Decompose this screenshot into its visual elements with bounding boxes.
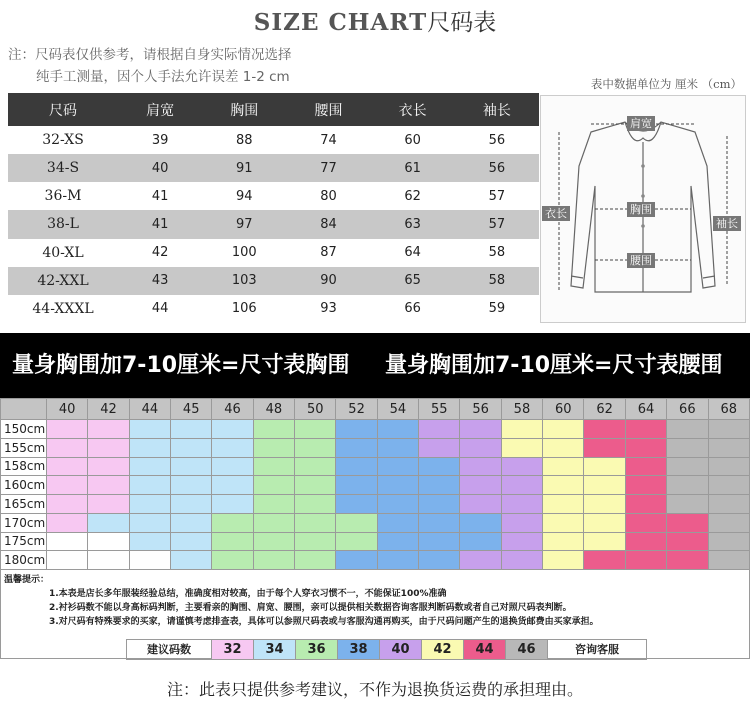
fit-cell bbox=[336, 551, 377, 570]
fit-cell bbox=[171, 532, 212, 551]
fit-grid bbox=[0, 398, 750, 570]
fit-cell bbox=[377, 476, 418, 495]
size-value: 77 bbox=[286, 154, 370, 182]
height-row bbox=[1, 495, 750, 514]
size-value: 64 bbox=[404, 245, 421, 261]
tip-line-2: 2.衬衫码数不能以身高标码判断，主要看亲的胸围、肩宽、腰围，亲可以提供相关数据咨询客服判断码数或者自己对照尺码表判断。 bbox=[49, 603, 572, 613]
fit-cell bbox=[88, 513, 129, 532]
fit-cell bbox=[501, 513, 542, 532]
fit-cell bbox=[667, 438, 708, 457]
fit-cell bbox=[667, 532, 708, 551]
size-label: 36-M bbox=[44, 188, 82, 205]
fit-cell bbox=[625, 532, 666, 551]
weight-label: 52 bbox=[336, 399, 377, 420]
recommend-size-36: 36 bbox=[295, 639, 338, 660]
height-label: 170cm bbox=[1, 513, 47, 532]
fit-cell bbox=[129, 513, 170, 532]
fit-cell bbox=[667, 420, 708, 439]
banner-left: 量身胸围加7-10厘米=尺寸表胸围 bbox=[12, 353, 350, 378]
weight-label: 42 bbox=[88, 399, 129, 420]
fit-cell bbox=[584, 438, 625, 457]
fit-cell bbox=[129, 476, 170, 495]
fit-cell bbox=[47, 420, 88, 439]
fit-cell bbox=[336, 513, 377, 532]
weight-label: 68 bbox=[708, 399, 750, 420]
fit-cell bbox=[295, 476, 336, 495]
weight-label: 64 bbox=[625, 399, 666, 420]
fit-cell bbox=[419, 532, 460, 551]
fit-cell bbox=[460, 457, 501, 476]
size-value: 87 bbox=[320, 245, 337, 261]
fit-cell bbox=[336, 438, 377, 457]
fit-cell bbox=[460, 532, 501, 551]
height-row bbox=[1, 513, 750, 532]
height-label: 155cm bbox=[1, 438, 47, 457]
label-shoulder: 肩宽 bbox=[627, 116, 655, 131]
tip-line-3: 3.对尺码有特殊要求的买家，请谨慎考虑排查表，具体可以参照尺码表或与客服沟通再购买，由于尺码问题产生的退换货邮费由买家承担。 bbox=[49, 617, 599, 627]
fit-cell bbox=[377, 495, 418, 514]
fit-cell bbox=[460, 551, 501, 570]
size-header-cell: 肩宽 bbox=[118, 93, 202, 126]
fit-cell bbox=[501, 476, 542, 495]
size-table-header bbox=[8, 93, 539, 126]
fit-cell bbox=[171, 438, 212, 457]
fit-cell bbox=[212, 420, 253, 439]
label-waist: 腰围 bbox=[627, 253, 655, 268]
fit-cell bbox=[129, 495, 170, 514]
size-value: 40 bbox=[118, 154, 202, 182]
fit-cell bbox=[584, 420, 625, 439]
fit-cell bbox=[47, 476, 88, 495]
note-line-2: 纯手工测量，因个人手法允许误差 1-2 cm bbox=[36, 69, 290, 85]
fit-cell bbox=[543, 438, 584, 457]
fit-cell bbox=[625, 495, 666, 514]
fit-cell bbox=[625, 551, 666, 570]
fit-cell bbox=[253, 513, 294, 532]
fit-cell bbox=[419, 457, 460, 476]
size-value: 80 bbox=[320, 188, 337, 204]
fit-cell bbox=[708, 457, 750, 476]
fit-cell bbox=[212, 532, 253, 551]
footer-note: 注：此表只提供参考建议，不作为退换货运费的承担理由。 bbox=[166, 680, 583, 699]
banner bbox=[0, 333, 750, 398]
recommend-size-38: 38 bbox=[337, 639, 380, 660]
fit-cell bbox=[543, 476, 584, 495]
height-label: 165cm bbox=[1, 495, 47, 514]
fit-cell bbox=[667, 457, 708, 476]
fit-cell bbox=[377, 532, 418, 551]
fit-cell bbox=[584, 495, 625, 514]
fit-cell bbox=[460, 495, 501, 514]
fit-cell bbox=[336, 457, 377, 476]
weight-label: 54 bbox=[377, 399, 418, 420]
size-value: 42 bbox=[151, 245, 169, 261]
consult-service: 咨询客服 bbox=[547, 639, 647, 660]
size-value: 43 bbox=[118, 267, 202, 295]
fit-cell bbox=[625, 513, 666, 532]
height-label: 180cm bbox=[1, 551, 47, 570]
fit-cell bbox=[129, 438, 170, 457]
fit-cell bbox=[47, 513, 88, 532]
fit-cell bbox=[212, 551, 253, 570]
fit-cell bbox=[625, 457, 666, 476]
fit-cell bbox=[129, 457, 170, 476]
size-value: 61 bbox=[371, 154, 455, 182]
fit-cell bbox=[212, 438, 253, 457]
size-value: 59 bbox=[488, 301, 506, 317]
size-value: 90 bbox=[286, 267, 370, 295]
fit-cell bbox=[625, 420, 666, 439]
fit-cell bbox=[336, 495, 377, 514]
fit-cell bbox=[377, 438, 418, 457]
fit-cell bbox=[171, 457, 212, 476]
fit-cell bbox=[501, 438, 542, 457]
size-label: 34-S bbox=[8, 154, 118, 182]
fit-cell bbox=[667, 495, 708, 514]
size-row bbox=[8, 295, 539, 323]
weight-label: 40 bbox=[47, 399, 88, 420]
fit-cell bbox=[88, 438, 129, 457]
fit-cell bbox=[47, 532, 88, 551]
fit-cell bbox=[129, 532, 170, 551]
fit-cell bbox=[543, 513, 584, 532]
fit-cell bbox=[47, 495, 88, 514]
fit-cell bbox=[295, 532, 336, 551]
fit-cell bbox=[336, 476, 377, 495]
title-english: SIZE CHART bbox=[253, 9, 428, 36]
weight-label: 58 bbox=[501, 399, 542, 420]
fit-cell bbox=[336, 420, 377, 439]
height-label: 175cm bbox=[1, 532, 47, 551]
height-row bbox=[1, 420, 750, 439]
fit-cell bbox=[460, 513, 501, 532]
size-value: 65 bbox=[371, 267, 455, 295]
recommend-size-34: 34 bbox=[253, 639, 296, 660]
fit-cell bbox=[171, 420, 212, 439]
size-value: 103 bbox=[202, 267, 286, 295]
fit-cell bbox=[253, 495, 294, 514]
label-length: 衣长 bbox=[542, 206, 570, 221]
size-value: 39 bbox=[151, 132, 169, 148]
size-value: 66 bbox=[404, 301, 421, 317]
fit-cell bbox=[419, 476, 460, 495]
fit-cell bbox=[88, 476, 129, 495]
fit-cell bbox=[88, 457, 129, 476]
fit-cell bbox=[584, 476, 625, 495]
size-value: 58 bbox=[455, 267, 539, 295]
size-value: 56 bbox=[455, 154, 539, 182]
size-header-cell: 袖长 bbox=[455, 93, 539, 126]
fit-cell bbox=[47, 551, 88, 570]
fit-cell bbox=[212, 495, 253, 514]
unit-note: 表中数据单位为 厘米 （cm） bbox=[590, 77, 742, 91]
fit-cell bbox=[501, 495, 542, 514]
size-value: 91 bbox=[202, 154, 286, 182]
fit-cell bbox=[377, 513, 418, 532]
tip-line-1: 1.本表是店长多年服装经验总结，准确度相对较高，由于每个人穿衣习惯不一，不能保证100%准确 bbox=[49, 589, 447, 599]
fit-cell bbox=[253, 438, 294, 457]
size-label: 44-XXXL bbox=[32, 300, 94, 317]
fit-cell bbox=[419, 513, 460, 532]
fit-cell bbox=[171, 513, 212, 532]
fit-cell bbox=[253, 420, 294, 439]
fit-cell bbox=[543, 420, 584, 439]
fit-cell bbox=[708, 420, 750, 439]
size-row bbox=[8, 239, 539, 267]
fit-cell bbox=[88, 551, 129, 570]
size-value: 41 bbox=[151, 188, 169, 204]
fit-cell bbox=[253, 476, 294, 495]
note-line-1: 注：尺码表仅供参考，请根据自身实际情况选择 bbox=[8, 47, 292, 63]
fit-cell bbox=[584, 532, 625, 551]
tips-heading: 温馨提示： bbox=[4, 575, 50, 585]
fit-cell bbox=[336, 532, 377, 551]
fit-cell bbox=[88, 532, 129, 551]
size-row bbox=[8, 267, 539, 295]
fit-cell bbox=[584, 513, 625, 532]
size-label: 32-XS bbox=[42, 132, 84, 149]
fit-cell bbox=[584, 551, 625, 570]
size-value: 106 bbox=[231, 301, 257, 317]
size-value: 44 bbox=[151, 301, 169, 317]
fit-cell bbox=[88, 420, 129, 439]
recommend-size-44: 44 bbox=[463, 639, 506, 660]
fit-cell bbox=[584, 457, 625, 476]
size-header-cell: 胸围 bbox=[202, 93, 286, 126]
fit-cell bbox=[543, 551, 584, 570]
fit-cell bbox=[212, 457, 253, 476]
size-value: 58 bbox=[488, 245, 506, 261]
fit-cell bbox=[667, 551, 708, 570]
fit-cell bbox=[295, 438, 336, 457]
title-chinese: 尺码表 bbox=[427, 10, 497, 36]
height-row bbox=[1, 438, 750, 457]
size-value: 84 bbox=[286, 210, 370, 238]
fit-cell bbox=[708, 476, 750, 495]
fit-cell bbox=[295, 457, 336, 476]
size-value: 57 bbox=[455, 210, 539, 238]
fit-cell bbox=[419, 551, 460, 570]
fit-cell bbox=[460, 420, 501, 439]
notes bbox=[8, 44, 292, 88]
size-value: 88 bbox=[236, 132, 253, 148]
size-value: 74 bbox=[320, 132, 337, 148]
size-row bbox=[8, 210, 539, 238]
fit-cell bbox=[47, 438, 88, 457]
fit-cell bbox=[129, 420, 170, 439]
fit-cell bbox=[171, 495, 212, 514]
weight-label: 56 bbox=[460, 399, 501, 420]
label-sleeve: 袖长 bbox=[713, 216, 741, 231]
size-value: 56 bbox=[488, 132, 506, 148]
size-label: 42-XXL bbox=[8, 267, 118, 295]
fit-cell bbox=[501, 457, 542, 476]
recommend-size-42: 42 bbox=[421, 639, 464, 660]
weight-label: 60 bbox=[543, 399, 584, 420]
fit-cell bbox=[543, 495, 584, 514]
banner-right: 量身胸围加7-10厘米=尺寸表腰围 bbox=[385, 353, 723, 378]
recommend-size-32: 32 bbox=[211, 639, 254, 660]
size-value: 57 bbox=[488, 188, 506, 204]
weight-label: 46 bbox=[212, 399, 253, 420]
fit-cell bbox=[419, 495, 460, 514]
size-value: 94 bbox=[236, 188, 253, 204]
size-value: 93 bbox=[320, 301, 337, 317]
height-label: 150cm bbox=[1, 420, 47, 439]
size-label: 40-XL bbox=[42, 244, 84, 261]
fit-cell bbox=[419, 438, 460, 457]
fit-cell bbox=[253, 551, 294, 570]
size-label: 38-L bbox=[8, 210, 118, 238]
fit-cell bbox=[625, 476, 666, 495]
fit-cell bbox=[667, 513, 708, 532]
fit-cell bbox=[212, 513, 253, 532]
fit-cell bbox=[460, 438, 501, 457]
weight-label: 55 bbox=[419, 399, 460, 420]
recommend-row bbox=[127, 639, 647, 658]
weight-label: 48 bbox=[253, 399, 294, 420]
fit-cell bbox=[501, 420, 542, 439]
fit-cell bbox=[171, 476, 212, 495]
size-value: 62 bbox=[404, 188, 421, 204]
fit-cell bbox=[708, 438, 750, 457]
size-table bbox=[8, 93, 539, 323]
weight-label: 44 bbox=[129, 399, 170, 420]
height-row bbox=[1, 457, 750, 476]
fit-cell bbox=[708, 551, 750, 570]
page-title bbox=[0, 4, 750, 37]
size-row bbox=[8, 126, 539, 154]
fit-cell bbox=[377, 551, 418, 570]
recommend-label: 建议码数 bbox=[126, 639, 212, 660]
fit-cell bbox=[295, 513, 336, 532]
weight-label: 66 bbox=[667, 399, 708, 420]
size-header-cell: 尺码 bbox=[8, 93, 118, 126]
recommend-size-40: 40 bbox=[379, 639, 422, 660]
height-row bbox=[1, 476, 750, 495]
fit-cell bbox=[708, 532, 750, 551]
fit-cell bbox=[47, 457, 88, 476]
fit-cell bbox=[129, 551, 170, 570]
size-value: 100 bbox=[231, 245, 257, 261]
weight-label: 62 bbox=[584, 399, 625, 420]
fit-cell bbox=[501, 551, 542, 570]
fit-cell bbox=[377, 457, 418, 476]
size-value: 97 bbox=[202, 210, 286, 238]
fit-cell bbox=[212, 476, 253, 495]
fit-cell bbox=[667, 476, 708, 495]
fit-cell bbox=[171, 551, 212, 570]
height-row bbox=[1, 532, 750, 551]
weight-label: 45 bbox=[171, 399, 212, 420]
fit-cell bbox=[543, 457, 584, 476]
fit-cell bbox=[295, 551, 336, 570]
fit-cell bbox=[419, 420, 460, 439]
weight-label: 50 bbox=[295, 399, 336, 420]
size-header-cell: 腰围 bbox=[286, 93, 370, 126]
grid-corner bbox=[1, 399, 47, 420]
shirt-diagram bbox=[540, 95, 746, 323]
size-row bbox=[8, 182, 539, 210]
weight-header-row bbox=[1, 399, 750, 420]
fit-cell bbox=[460, 476, 501, 495]
fit-cell bbox=[88, 495, 129, 514]
height-label: 158cm bbox=[1, 457, 47, 476]
size-value: 41 bbox=[118, 210, 202, 238]
fit-cell bbox=[625, 438, 666, 457]
size-value: 63 bbox=[371, 210, 455, 238]
size-value: 60 bbox=[404, 132, 421, 148]
fit-cell bbox=[253, 532, 294, 551]
height-row bbox=[1, 551, 750, 570]
fit-cell bbox=[543, 532, 584, 551]
size-row bbox=[8, 154, 539, 182]
height-label: 160cm bbox=[1, 476, 47, 495]
fit-cell bbox=[708, 495, 750, 514]
label-chest: 胸围 bbox=[627, 202, 655, 217]
fit-cell bbox=[295, 420, 336, 439]
fit-cell bbox=[377, 420, 418, 439]
recommend-size-46: 46 bbox=[505, 639, 548, 660]
fit-cell bbox=[708, 513, 750, 532]
fit-cell bbox=[295, 495, 336, 514]
fit-cell bbox=[253, 457, 294, 476]
size-header-cell: 衣长 bbox=[371, 93, 455, 126]
fit-cell bbox=[501, 532, 542, 551]
